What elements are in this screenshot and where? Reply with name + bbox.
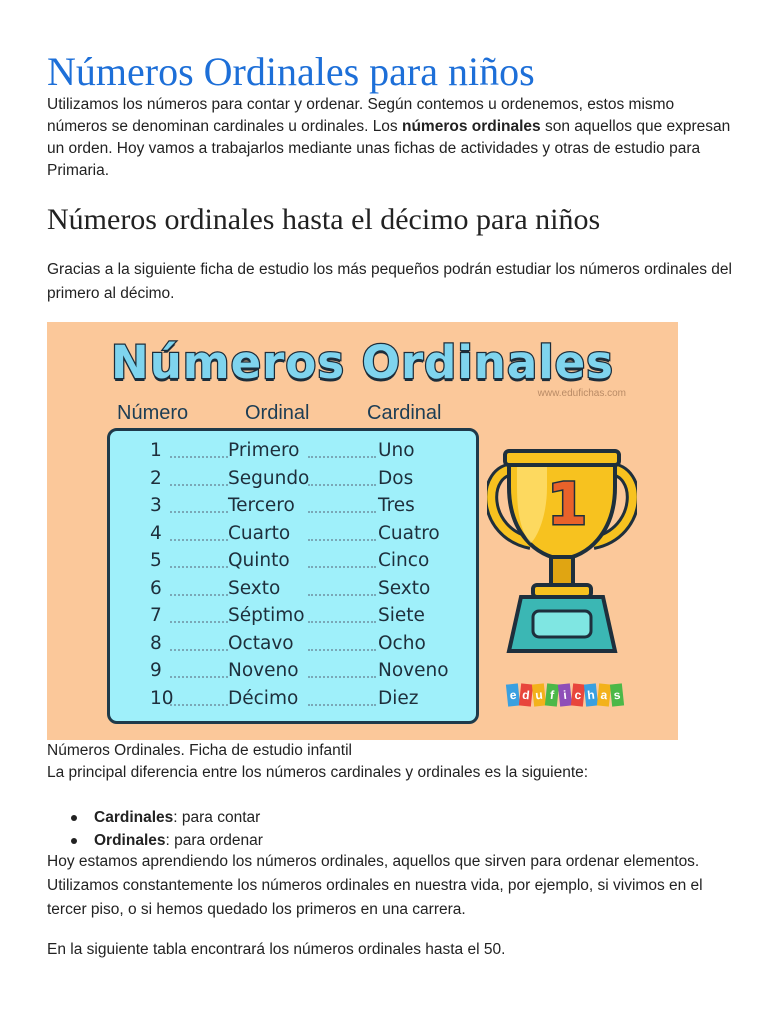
ordinal-row (110, 523, 476, 551)
dotted-leader (308, 605, 376, 623)
logo-letter: c (571, 683, 585, 706)
row-number: 10 (150, 687, 174, 709)
closing-paragraph: En la siguiente tabla encontrará los números ordinales hasta el 50. (47, 941, 506, 958)
intro-text-2: son aquellos que expresan un orden. Hoy vamos a trabajarlos mediante unas fichas de actividades y otras de estudio para Primaria. (47, 118, 731, 179)
row-ordinal: Sexto (228, 577, 281, 599)
definition-list (47, 806, 263, 852)
dotted-leader (170, 468, 228, 486)
dotted-leader (170, 495, 228, 513)
ordinal-row (110, 688, 476, 716)
logo-letter: e (506, 683, 520, 706)
row-number: 1 (150, 440, 162, 461)
row-ordinal: Octavo (228, 632, 294, 654)
dotted-leader (308, 660, 376, 678)
row-cardinal: Noveno (378, 660, 449, 681)
image-watermark: www.edufichas.com (537, 388, 626, 399)
row-ordinal: Cuarto (228, 522, 291, 544)
logo-letter: f (545, 683, 559, 706)
header-numero: Número (117, 402, 189, 424)
row-ordinal: Quinto (228, 550, 290, 571)
row-cardinal: Uno (378, 440, 415, 461)
logo-letter: a (597, 683, 611, 706)
row-ordinal: Segundo (228, 467, 310, 489)
logo-letter: i (558, 683, 572, 706)
row-number: 3 (150, 495, 162, 516)
trophy-number: 1 (547, 470, 588, 538)
ordinal-row (110, 605, 476, 633)
row-number: 5 (150, 550, 162, 571)
dotted-leader (308, 440, 376, 458)
intro-bold: números ordinales (402, 118, 541, 135)
logo-letter: h (584, 683, 598, 706)
edufichas-logo (507, 684, 624, 706)
row-ordinal: Tercero (228, 495, 295, 516)
dotted-leader (170, 523, 228, 541)
intro-paragraph (47, 94, 737, 182)
ordinal-row (110, 660, 476, 688)
ordinal-row (110, 468, 476, 496)
dotted-leader (170, 660, 228, 678)
ordinal-numbers-image (47, 322, 678, 740)
list-term: Ordinales (94, 832, 166, 849)
row-cardinal: Diez (378, 687, 419, 709)
dotted-leader (308, 578, 376, 596)
row-cardinal: Ocho (378, 632, 426, 654)
dotted-leader (170, 440, 228, 458)
list-desc: : para contar (173, 809, 261, 826)
ordinal-row (110, 578, 476, 606)
row-number: 9 (150, 660, 162, 681)
ordinal-row (110, 495, 476, 523)
dotted-leader (170, 633, 228, 651)
row-ordinal: Décimo (228, 687, 299, 709)
dotted-leader (308, 688, 376, 706)
row-ordinal: Noveno (228, 660, 299, 681)
list-item (47, 806, 263, 829)
image-title: Números Ordinales (111, 336, 614, 389)
dotted-leader (308, 468, 376, 486)
dotted-leader (170, 550, 228, 568)
list-term: Cardinales (94, 809, 174, 826)
row-cardinal: Cinco (378, 550, 430, 571)
header-cardinal: Cardinal (367, 402, 442, 424)
row-number: 4 (150, 522, 162, 544)
section-title: Números ordinales hasta el décimo para niños (47, 203, 601, 236)
page-title: Números Ordinales para niños (47, 49, 535, 94)
intro-text-1: Utilizamos los números para contar y ordenar. Según contemos u ordenemos, estos mismo números se denominan cardinales u ordinales. Los (47, 96, 675, 135)
row-ordinal: Séptimo (228, 605, 305, 626)
dotted-leader (308, 495, 376, 513)
logo-letter: d (519, 683, 533, 706)
difference-paragraph: La principal diferencia entre los números cardinales y ordinales es la siguiente: (47, 764, 589, 781)
row-cardinal: Siete (378, 605, 425, 626)
logo-letter: u (532, 683, 546, 706)
section-paragraph: Gracias a la siguiente ficha de estudio los más pequeños podrán estudiar los números ordinales del primero al décimo. (47, 261, 732, 302)
logo-letter: s (610, 683, 624, 706)
row-number: 7 (150, 605, 162, 626)
ordinal-row (110, 550, 476, 578)
dotted-leader (308, 550, 376, 568)
image-caption: Números Ordinales. Ficha de estudio infantil (47, 742, 352, 759)
dotted-leader (170, 605, 228, 623)
dotted-leader (170, 578, 228, 596)
ordinal-table-box (107, 428, 479, 724)
dotted-leader (308, 523, 376, 541)
dotted-leader (308, 633, 376, 651)
row-ordinal: Primero (228, 440, 300, 461)
row-cardinal: Tres (378, 495, 415, 516)
body-paragraph: Hoy estamos aprendiendo los números ordinales, aquellos que sirven para ordenar elementos. Utilizamos constantemente los números ordinales en nuestra vida, por ejemplo, si vivimos en el tercer piso, o si hemos quedado los primeros en una carrera. (47, 853, 703, 918)
row-cardinal: Cuatro (378, 522, 440, 544)
row-cardinal: Dos (378, 467, 414, 489)
row-number: 8 (150, 632, 162, 654)
ordinal-row (110, 440, 476, 468)
row-number: 6 (150, 577, 162, 599)
header-ordinal: Ordinal (245, 402, 310, 424)
list-desc: : para ordenar (165, 832, 263, 849)
dotted-leader (170, 688, 228, 706)
row-cardinal: Sexto (378, 577, 431, 599)
list-item (47, 829, 263, 852)
row-number: 2 (150, 467, 162, 489)
ordinal-row (110, 633, 476, 661)
